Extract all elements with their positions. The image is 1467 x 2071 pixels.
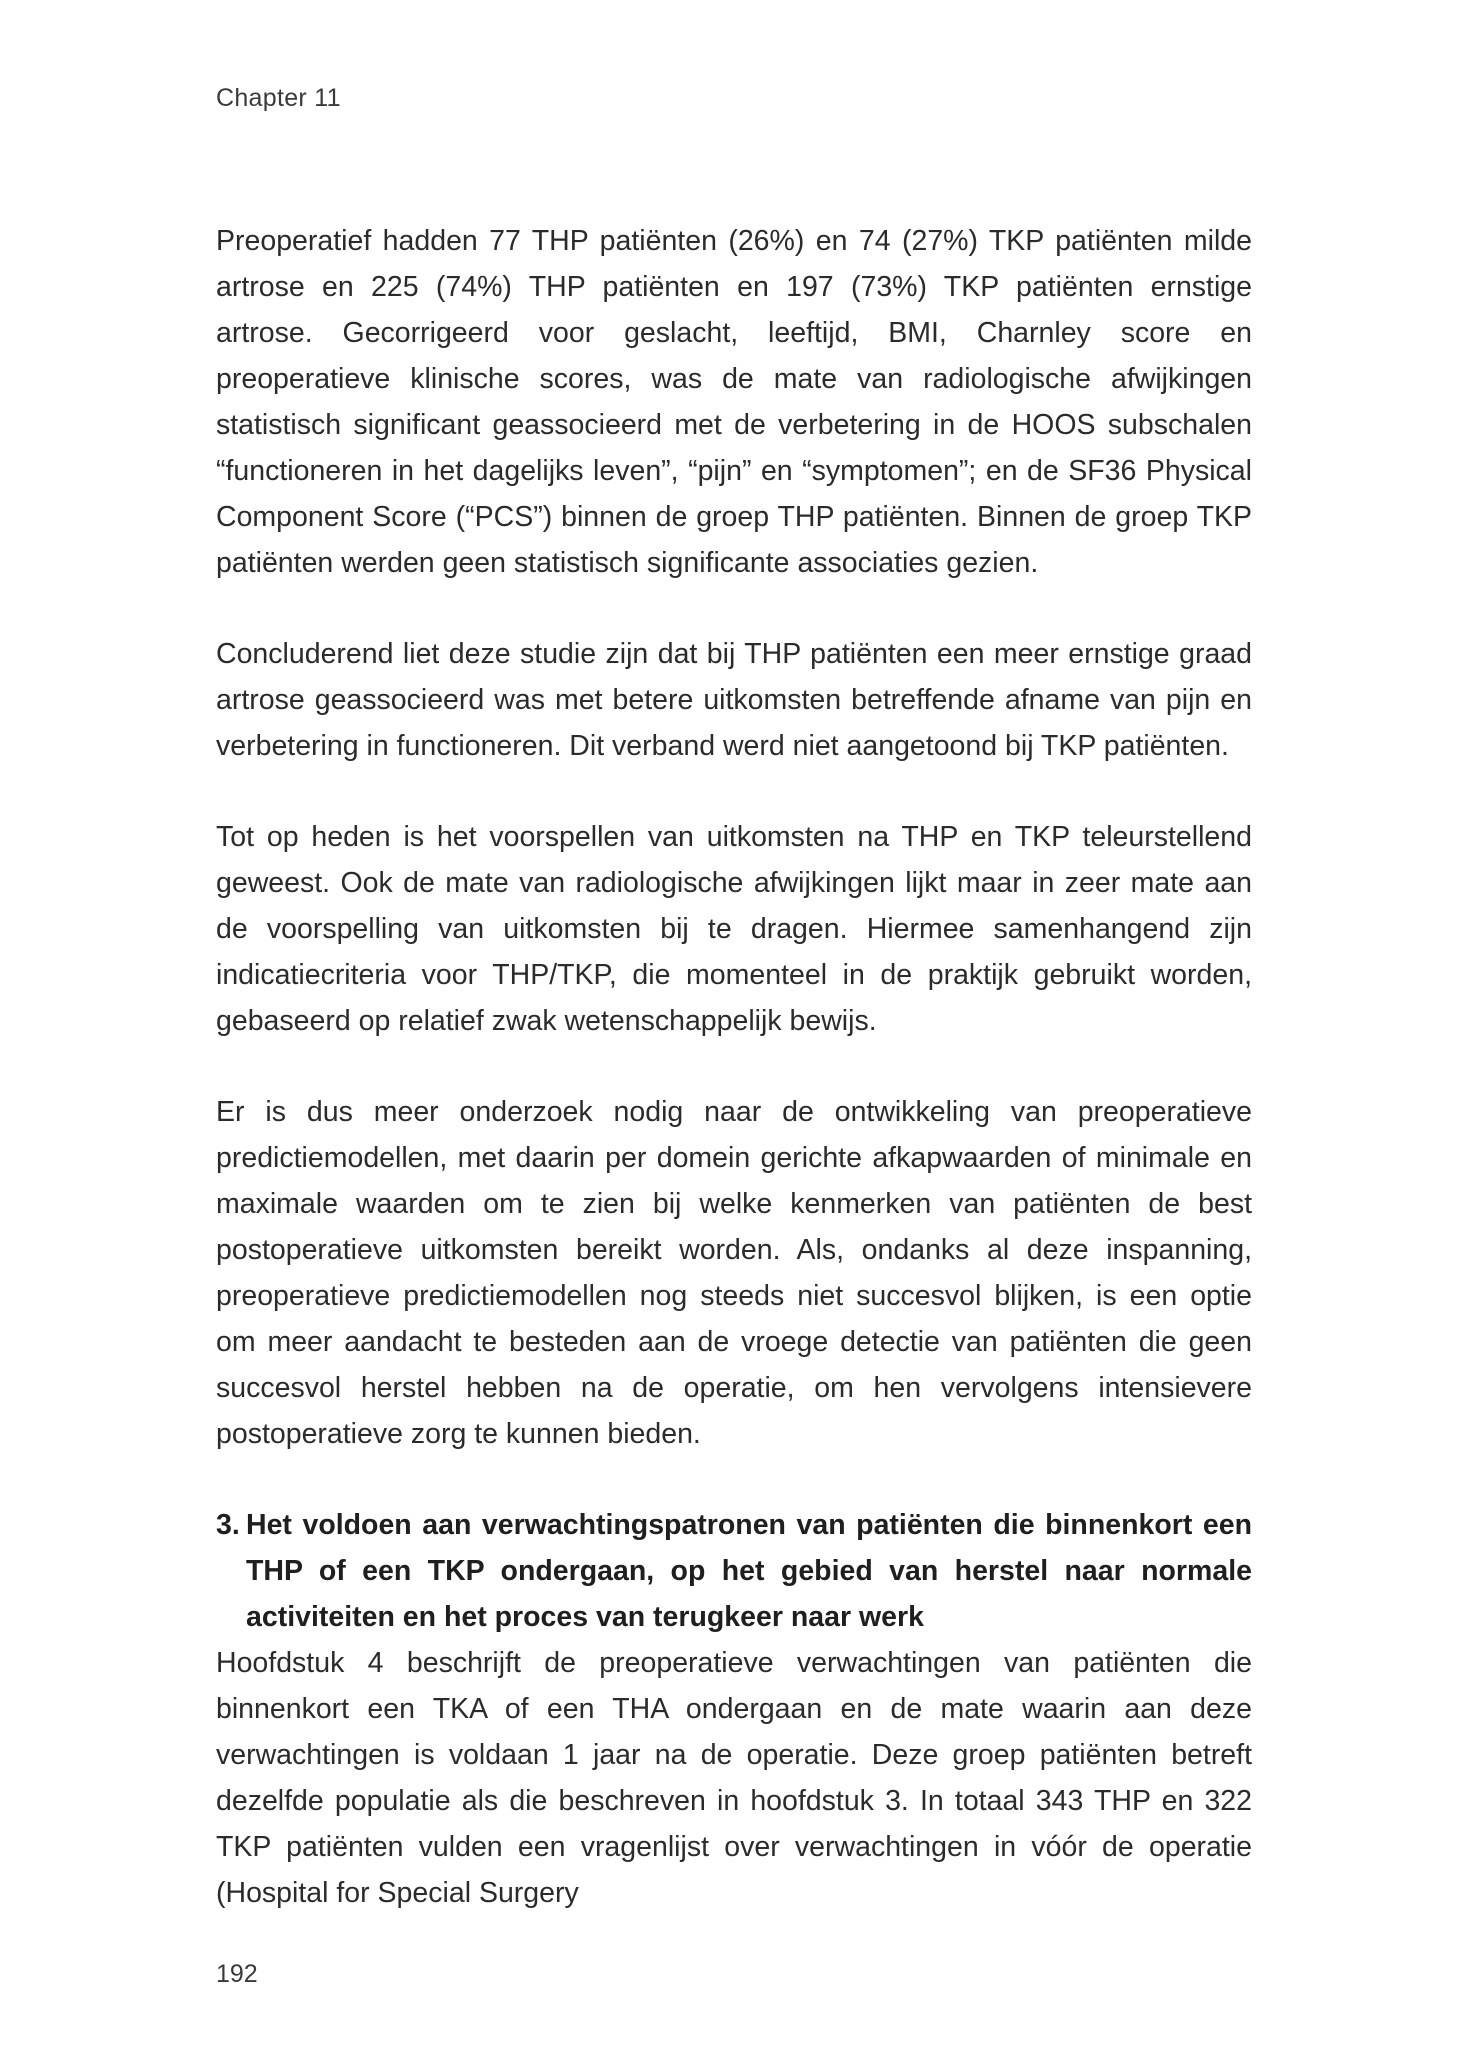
paragraph-prediction: Tot op heden is het voorspellen van uitkomsten na THP en TKP teleurstellend geweest. Ook de mate van radiologische afwijkingen lijkt maar in zeer mate aan de voorspelling van uitkomsten bij te dragen. Hiermee samenhangend zijn indicatiecriteria voor THP/TKP, die momenteel in de praktijk gebruikt worden, gebaseerd op relatief zwak wetenschappelijk bewijs.: [216, 821, 1252, 1037]
paragraph-further-research: Er is dus meer onderzoek nodig naar de ontwikkeling van preoperatieve predictiemodellen, met daarin per domein gerichte afkapwaarden of minimale en maximale waarden om te zien bij welke kenmerken van patiënten de best postoperatieve uitkomsten bereikt worden. Als, ondanks al deze inspanning, preoperatieve predictiemodellen nog steeds niet succesvol blijken, is een optie om meer aandacht te besteden aan de vroege detectie van patiënten die geen succesvol herstel hebben na de operatie, om hen vervolgens intensievere postoperatieve zorg te kunnen bieden.: [216, 1096, 1252, 1450]
section-body-paragraph: Hoofdstuk 4 beschrijft de preoperatieve verwachtingen van patiënten die binnenkort een TKA of een THA ondergaan en de mate waarin aan deze verwachtingen is voldaan 1 jaar na de operatie. Deze groep patiënten betreft dezelfde populatie als die beschreven in hoofdstuk 3. In totaal 343 THP en 322 TKP patiënten vulden een vragenlijst over verwachtingen in vóór de operatie (Hospital for Special Surgery: [216, 1647, 1252, 1909]
running-head: Chapter 11: [216, 84, 341, 112]
page-body: [216, 218, 1252, 1961]
page-number: 192: [216, 1960, 258, 1988]
section-number: 3.: [216, 1509, 240, 1541]
section-title: Het voldoen aan verwachtingspatronen van patiënten die binnenkort een THP of een TKP ondergaan, op het gebied van herstel naar normale activiteiten en het proces van terugkeer naar werk: [246, 1509, 1252, 1633]
section-heading: [216, 1502, 1252, 1640]
paragraph-conclusion: Concluderend liet deze studie zijn dat bij THP patiënten een meer ernstige graad artrose geassocieerd was met betere uitkomsten betreffende afname van pijn en verbetering in functioneren. Dit verband werd niet aangetoond bij TKP patiënten.: [216, 638, 1252, 762]
paragraph-preoperative-results: Preoperatief hadden 77 THP patiënten (26%) en 74 (27%) TKP patiënten milde artrose en 225 (74%) THP patiënten en 197 (73%) TKP patiënten ernstige artrose. Gecorrigeerd voor geslacht, leeftijd, BMI, Charnley score en preoperatieve klinische scores, was de mate van radiologische afwijkingen statistisch significant geassocieerd met de verbetering in de HOOS subschalen “functioneren in het dagelijks leven”, “pijn” en “symptomen”; en de SF36 Physical Component Score (“PCS”) binnen de groep THP patiënten. Binnen de groep TKP patiënten werden geen statistisch significante associaties gezien.: [216, 225, 1252, 579]
